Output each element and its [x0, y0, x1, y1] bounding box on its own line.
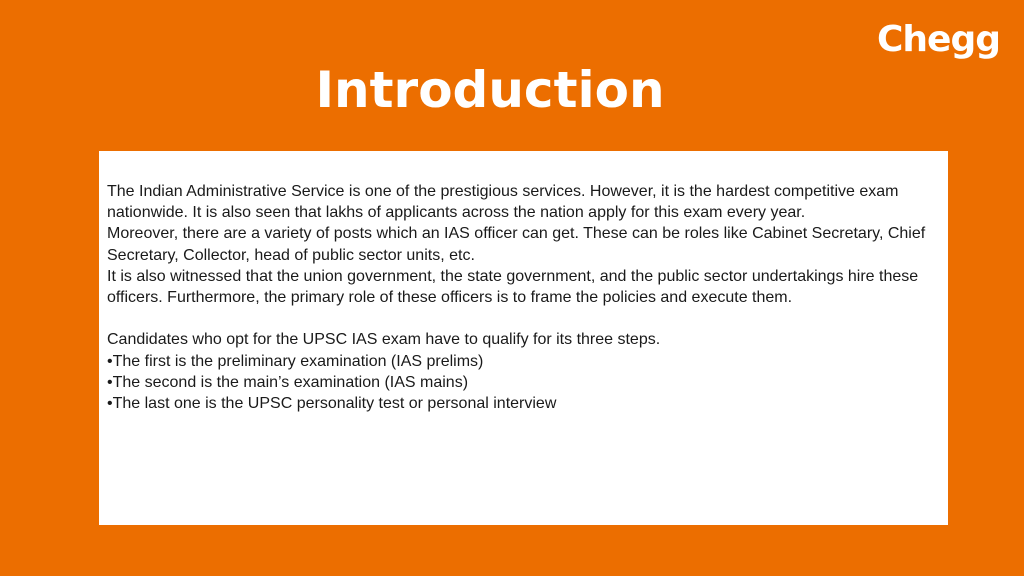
paragraph-spacer	[107, 308, 940, 329]
paragraph-ias-role: It is also witnessed that the union government, the state government, and the public sector undertakings hire these officers. Furthermore, the primary role of these officers is to frame the policies and execute them.	[107, 267, 919, 307]
paragraph-ias-intro: The Indian Administrative Service is one of the prestigious services. However, it is the hardest competitive exam nationwide. It is also seen that lakhs of applicants across the nation apply for this exam every year.	[107, 183, 899, 222]
bullet-prelims: •The first is the preliminary examination (IAS prelims)	[107, 352, 484, 370]
content-box	[99, 151, 948, 525]
chegg-logo: Chegg	[876, 19, 1000, 60]
bullet-interview: •The last one is the UPSC personality test or personal interview	[107, 395, 557, 413]
slide-title: Introduction	[315, 61, 665, 119]
bullet-mains: •The second is the main’s examination (IAS mains)	[107, 373, 469, 391]
paragraph-steps-intro: Candidates who opt for the UPSC IAS exam have to qualify for its three steps.	[107, 331, 661, 349]
paragraph-ias-posts: Moreover, there are a variety of posts which an IAS officer can get. These can be roles like Cabinet Secretary, Chief Secretary, Collector, head of public sector units, etc.	[107, 225, 926, 264]
